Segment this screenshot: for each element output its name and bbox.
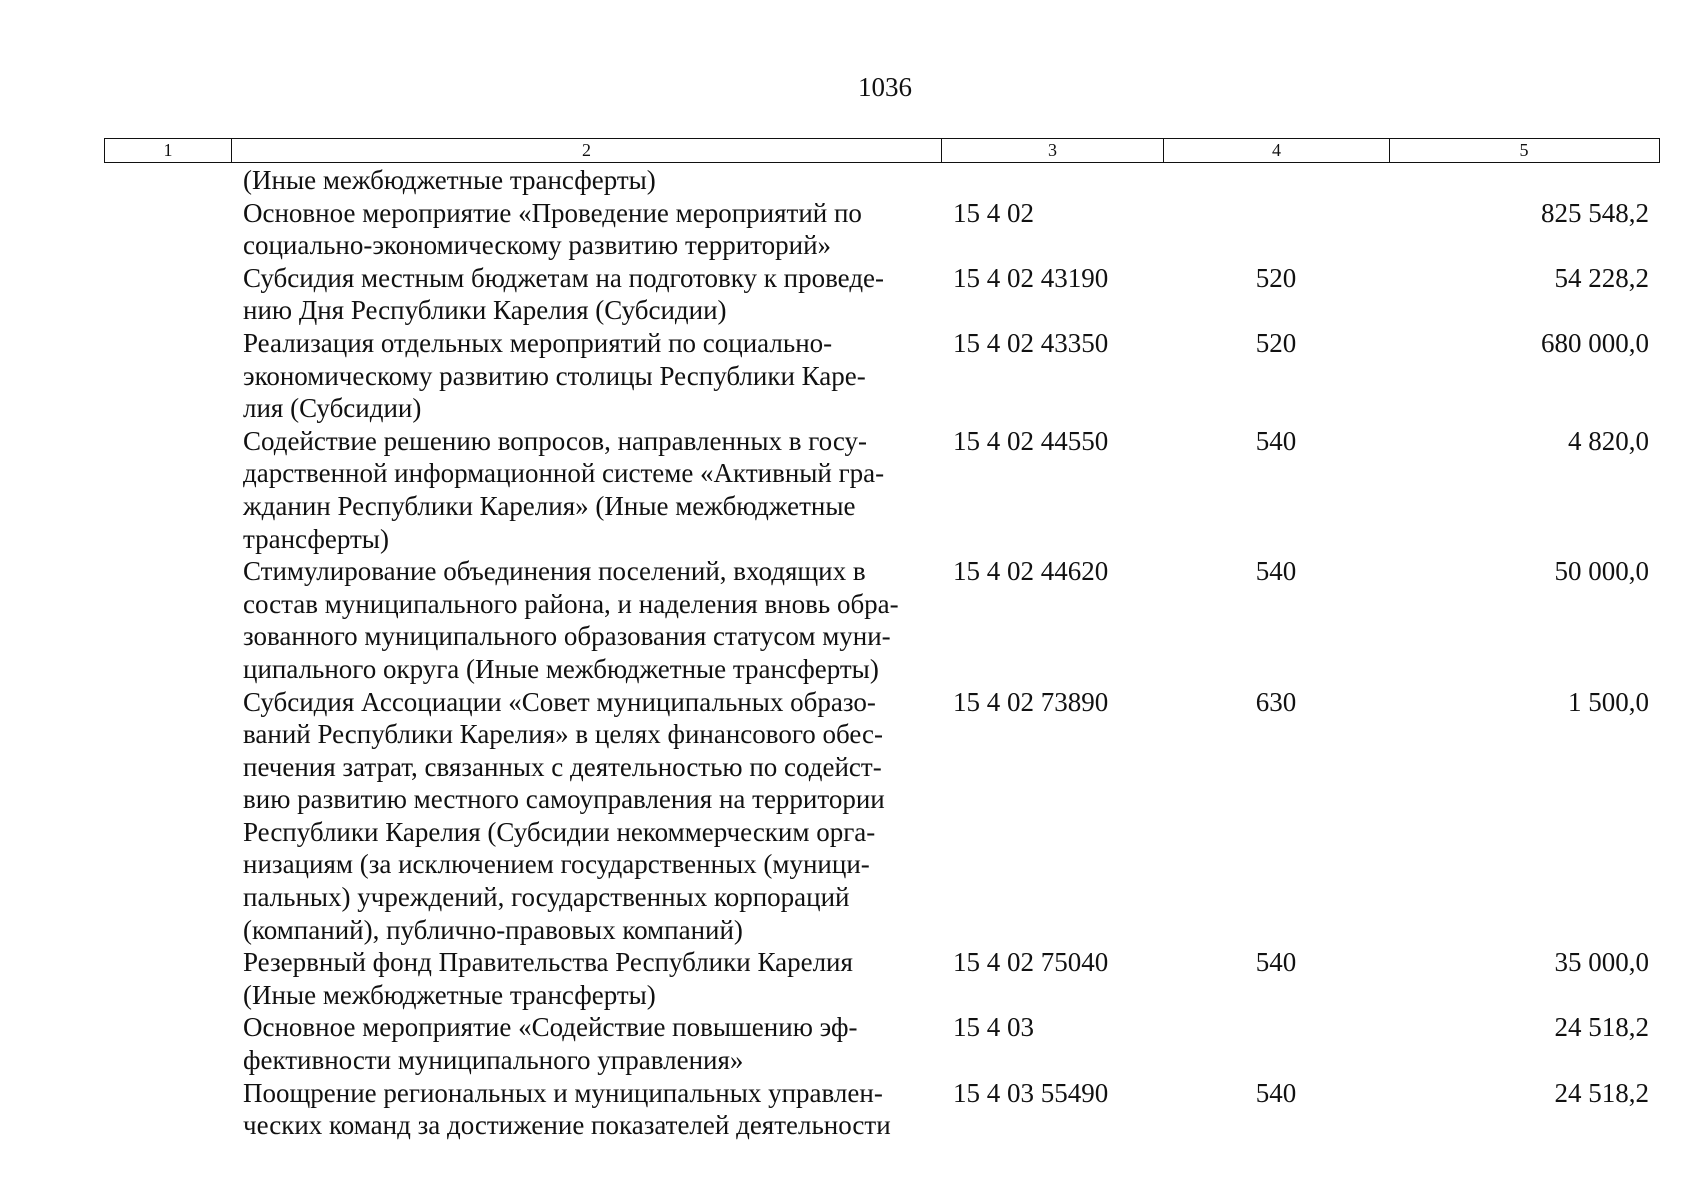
amount-cell: 24 518,2: [1554, 1077, 1649, 1108]
expense-type-cell: [1163, 164, 1389, 197]
item-name-cell: [231, 1011, 941, 1076]
target-code-cell: 15 4 02 43350: [953, 327, 1109, 358]
table-row: [104, 164, 1660, 197]
item-name-line: (Иные межбюджетные трансферты): [243, 165, 656, 195]
table-row: [104, 686, 1660, 947]
item-name-line: жданин Республики Карелия» (Иные межбюджетные: [243, 490, 856, 521]
item-name-line: фективности муниципального управления»: [243, 1045, 744, 1076]
amount-cell: 4 820,0: [1568, 425, 1649, 456]
item-name-line: Стимулирование объединения поселений, входящих в: [243, 556, 866, 587]
item-name-line: печения затрат, связанных с деятельностью по содейст-: [243, 751, 882, 782]
column-number-4: 4: [1164, 139, 1390, 162]
row-number-cell: [104, 555, 231, 685]
item-name-line: нию Дня Республики Карелия (Субсидии): [243, 295, 727, 326]
row-number-cell: [104, 327, 231, 425]
item-name-line: вию развитию местного самоуправления на территории: [243, 784, 885, 815]
table-row: [104, 1077, 1660, 1142]
item-name-line: ципального округа (Иные межбюджетные трансферты): [243, 653, 879, 684]
target-code-cell: 15 4 02 75040: [953, 947, 1109, 978]
target-code-cell: 15 4 02 73890: [953, 686, 1109, 717]
table-row: [104, 425, 1660, 555]
table-row: [104, 555, 1660, 685]
row-number-cell: [104, 164, 231, 197]
table-row: [104, 946, 1660, 1011]
item-name-cell: [231, 197, 941, 262]
item-name-cell: [231, 164, 941, 197]
item-name-line: низациям (за исключением государственных (муници-: [243, 849, 870, 880]
expense-type-cell: 520: [1255, 327, 1297, 358]
table-row: [104, 197, 1660, 262]
page-number: 1036: [858, 72, 912, 102]
item-name-line: (Иные межбюджетные трансферты): [243, 979, 656, 1010]
target-code-cell: [941, 164, 1163, 197]
amount-cell: 50 000,0: [1554, 556, 1649, 587]
expense-type-cell: 540: [1255, 1077, 1297, 1108]
row-number-cell: [104, 946, 231, 1011]
expense-type-cell: [1163, 1011, 1389, 1076]
table-row: [104, 1011, 1660, 1076]
item-name-line: Резервный фонд Правительства Республики Карелия: [243, 947, 853, 978]
row-number-cell: [104, 686, 231, 947]
amount-cell: 35 000,0: [1554, 947, 1649, 978]
expense-type-cell: 630: [1255, 686, 1297, 717]
amount-cell: [1389, 164, 1649, 197]
item-name-line: лия (Субсидии): [243, 393, 422, 424]
table-row: [104, 327, 1660, 425]
column-number-1: 1: [105, 139, 232, 162]
column-number-3: 3: [942, 139, 1164, 162]
item-name-cell: [231, 555, 941, 685]
row-number-cell: [104, 197, 231, 262]
column-number-header: [104, 138, 1660, 163]
column-number-2: 2: [232, 139, 942, 162]
row-number-cell: [104, 425, 231, 555]
item-name-line: Субсидия Ассоциации «Совет муниципальных образо-: [243, 686, 876, 717]
target-code-cell: 15 4 03 55490: [953, 1077, 1109, 1108]
row-number-cell: [104, 1077, 231, 1142]
amount-cell: 825 548,2: [1541, 197, 1649, 228]
expense-type-cell: 540: [1255, 947, 1297, 978]
column-number-5: 5: [1519, 140, 1529, 160]
expense-type-cell: [1163, 197, 1389, 262]
item-name-line: Субсидия местным бюджетам на подготовку к проведе-: [243, 262, 885, 293]
item-name-line: Основное мероприятие «Содействие повышению эф-: [243, 1012, 858, 1043]
item-name-cell: [231, 946, 941, 1011]
amount-cell: 24 518,2: [1554, 1012, 1649, 1043]
item-name-cell: [231, 262, 941, 327]
item-name-cell: [231, 686, 941, 947]
amount-cell: 1 500,0: [1568, 686, 1649, 717]
item-name-line: Основное мероприятие «Проведение мероприятий по: [243, 197, 862, 228]
item-name-line: (компаний), публично-правовых компаний): [243, 914, 743, 945]
target-code-cell: 15 4 03: [953, 1012, 1034, 1043]
item-name-line: трансферты): [243, 523, 389, 554]
row-number-cell: [104, 1011, 231, 1076]
item-name-line: Реализация отдельных мероприятий по социально-: [243, 327, 833, 358]
item-name-line: ваний Республики Карелия» в целях финансового обес-: [243, 719, 883, 750]
amount-cell: 680 000,0: [1541, 327, 1649, 358]
item-name-line: зованного муниципального образования статусом муни-: [243, 621, 891, 652]
expense-type-cell: 520: [1255, 262, 1297, 293]
item-name-cell: [231, 1077, 941, 1142]
amount-cell: 54 228,2: [1554, 262, 1649, 293]
budget-table-body: [104, 164, 1660, 1142]
target-code-cell: 15 4 02: [953, 197, 1034, 228]
target-code-cell: 15 4 02 44550: [953, 425, 1109, 456]
item-name-line: ческих команд за достижение показателей деятельности: [243, 1110, 891, 1141]
expense-type-cell: 540: [1255, 556, 1297, 587]
item-name-line: Поощрение региональных и муниципальных управлен-: [243, 1077, 883, 1108]
item-name-line: Содействие решению вопросов, направленных в госу-: [243, 425, 867, 456]
item-name-line: социально-экономическому развитию территорий»: [243, 230, 832, 261]
table-row: [104, 262, 1660, 327]
item-name-line: пальных) учреждений, государственных корпораций: [243, 882, 850, 913]
target-code-cell: 15 4 02 44620: [953, 556, 1109, 587]
item-name-line: дарственной информационной системе «Активный гра-: [243, 458, 885, 489]
item-name-line: экономическому развитию столицы Республики Каре-: [243, 360, 866, 391]
target-code-cell: 15 4 02 43190: [953, 262, 1109, 293]
expense-type-cell: 540: [1255, 425, 1297, 456]
item-name-line: Республики Карелия (Субсидии некоммерческим орга-: [243, 816, 876, 847]
item-name-cell: [231, 327, 941, 425]
item-name-cell: [231, 425, 941, 555]
item-name-line: состав муниципального района, и наделения вновь обра-: [243, 588, 899, 619]
row-number-cell: [104, 262, 231, 327]
